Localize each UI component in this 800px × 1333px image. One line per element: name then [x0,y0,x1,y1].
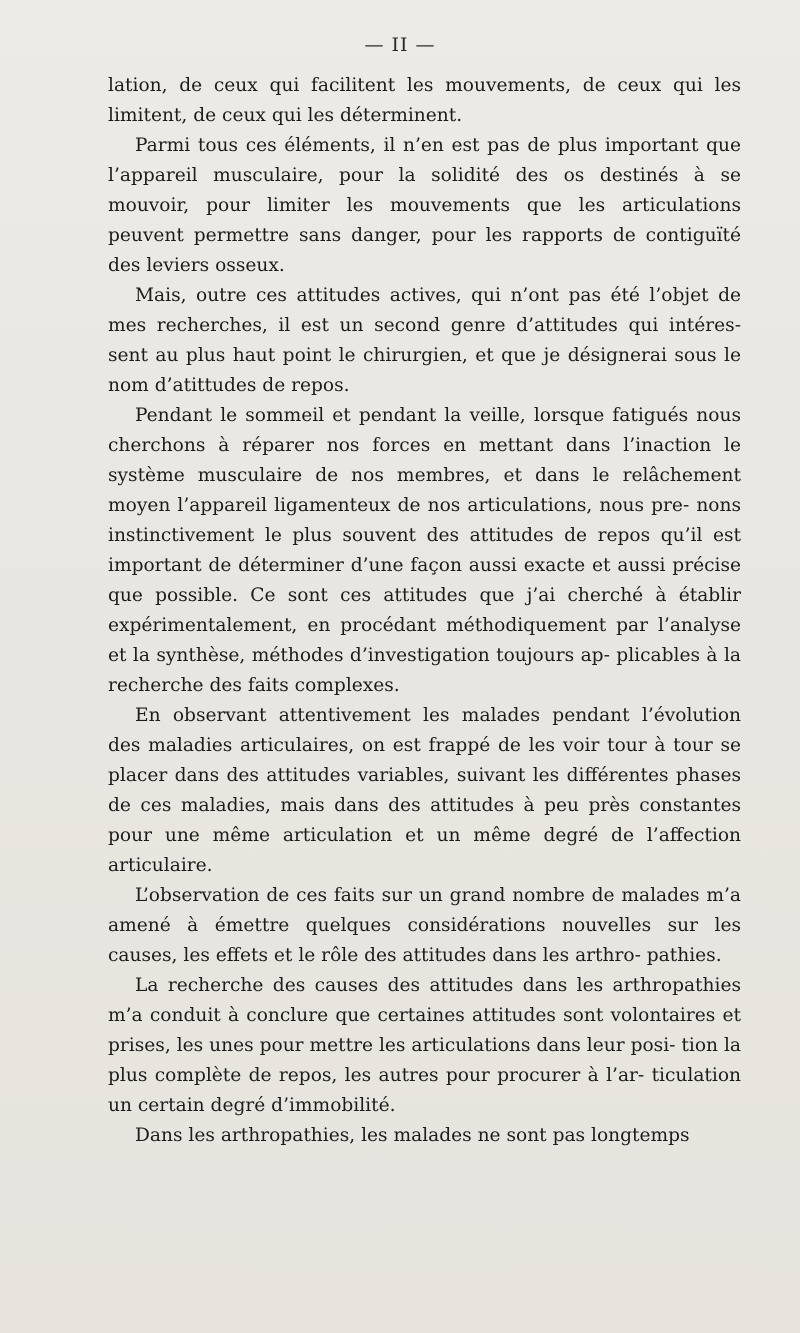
paragraph-sleep-and-waking: Pendant le sommeil et pendant la veille, lorsque fatigués nous cherchons à réparer nos forces en mettant dans l’inaction le système musculaire de nos membres, et dans le relâchement moyen l’appareil ligamenteux de nos articulations, nous pre- nons instinctivement le plus souvent des attitudes de repos qu’il est important de déterminer d’une façon aussi exacte et aussi précise que possible. Ce sont ces attitudes que j’ai cherché à établir expérimentalement, en procédant méthodiquement par l’analyse et la synthèse, méthodes d’investigation toujours ap- plicables à la recherche des faits complexes. [108,405,741,696]
paragraph-rest-attitudes: Mais, outre ces attitudes actives, qui n’ont pas été l’objet de mes recherches, il est un second genre d’attitudes qui intéres- sent au plus haut point le chirurgien, et que je désignerai sous le nom d’atittudes de repos. [108,285,741,396]
paragraph-observing-patients: En observant attentivement les malades pendant l’évolution des maladies articulaires, on est frappé de les voir tour à tour se placer dans des attitudes variables, suivant les différentes phases de ces maladies, mais dans des attitudes à peu près constantes pour une même articulation et un même degré de l’affection articulaire. [108,705,741,876]
page-number-header: — II — [364,34,436,56]
paragraph-arthropathies: Dans les arthropathies, les malades ne sont pas longtemps [135,1125,690,1146]
paragraph-causes-research: La recherche des causes des attitudes dans les arthropathies m’a conduit à conclure que certaines attitudes sont volontaires et prises, les unes pour mettre les articulations dans leur posi- tion la plus complète de repos, les autres pour procurer à l’ar- ticulation un certain degré d’immobilité. [108,975,741,1116]
paragraph-observation-results: L’observation de ces faits sur un grand nombre de malades m’a amené à émettre quelques considérations nouvelles sur les causes, les effets et le rôle des attitudes dans les arthro- pathies. [108,885,741,966]
paragraph-continued: lation, de ceux qui facilitent les mouvements, de ceux qui les limitent, de ceux qui les déterminent. [108,75,741,126]
body-text [108,71,741,1151]
paragraph-muscular-apparatus: Parmi tous ces éléments, il n’en est pas de plus important que l’appareil musculaire, pour la solidité des os destinés à se mouvoir, pour limiter les mouvements que les articulations peuvent permettre sans danger, pour les rapports de contiguïté des leviers osseux. [108,135,741,276]
